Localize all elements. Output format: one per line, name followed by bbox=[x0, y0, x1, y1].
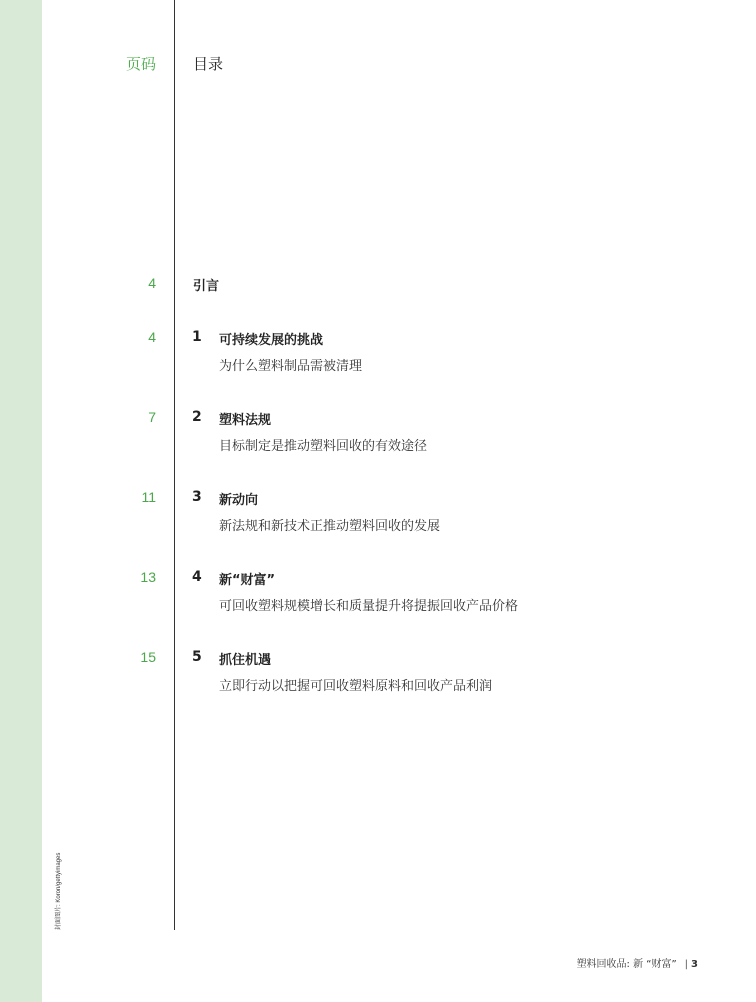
toc-entry-subtitle: 立即行动以把握可回收塑料原料和回收产品利润 bbox=[219, 679, 493, 694]
toc-page-number: 7 bbox=[148, 409, 156, 425]
footer-page-number: 3 bbox=[691, 959, 698, 970]
toc-entry-1[interactable] bbox=[0, 329, 756, 389]
toc-chapter-number: 4 bbox=[192, 569, 202, 585]
page-column-header: 页码 bbox=[125, 55, 156, 73]
toc-page-number: 4 bbox=[148, 275, 156, 291]
toc-entry-title: 新动向 bbox=[219, 493, 259, 508]
toc-chapter-number: 1 bbox=[192, 329, 202, 345]
toc-title: 目录 bbox=[193, 55, 224, 73]
toc-entry-subtitle: 新法规和新技术正推动塑料回收的发展 bbox=[219, 519, 441, 534]
toc-entry-3[interactable] bbox=[0, 489, 756, 549]
footer-separator: | bbox=[684, 959, 689, 970]
photo-credit: 封面图片: Koron/gettyimages bbox=[56, 852, 62, 930]
footer-title: 塑料回收品: 新 “财富” bbox=[576, 959, 677, 970]
page-footer bbox=[577, 955, 698, 970]
toc-chapter-number: 3 bbox=[192, 489, 202, 505]
toc-page-number: 4 bbox=[148, 329, 156, 345]
toc-entry-subtitle: 可回收塑料规模增长和质量提升将提振回收产品价格 bbox=[219, 599, 519, 614]
toc-entry-title: 引言 bbox=[193, 279, 220, 294]
toc-entry-intro[interactable] bbox=[0, 275, 756, 335]
toc-page-number: 11 bbox=[141, 489, 156, 505]
toc-entry-5[interactable] bbox=[0, 649, 756, 709]
toc-entry-subtitle: 为什么塑料制品需被清理 bbox=[219, 359, 363, 374]
toc-entry-title: 新“财富” bbox=[219, 573, 276, 588]
toc-chapter-number: 5 bbox=[192, 649, 202, 665]
toc-entry-2[interactable] bbox=[0, 409, 756, 469]
toc-entry-4[interactable] bbox=[0, 569, 756, 629]
toc-page-number: 15 bbox=[140, 649, 156, 665]
toc-entry-title: 抓住机遇 bbox=[219, 653, 272, 668]
toc-page-number: 13 bbox=[140, 569, 156, 585]
toc-chapter-number: 2 bbox=[192, 409, 202, 425]
toc-entry-title: 可持续发展的挑战 bbox=[219, 333, 324, 348]
toc-entry-subtitle: 目标制定是推动塑料回收的有效途径 bbox=[219, 439, 428, 454]
toc-entry-title: 塑料法规 bbox=[219, 413, 272, 428]
